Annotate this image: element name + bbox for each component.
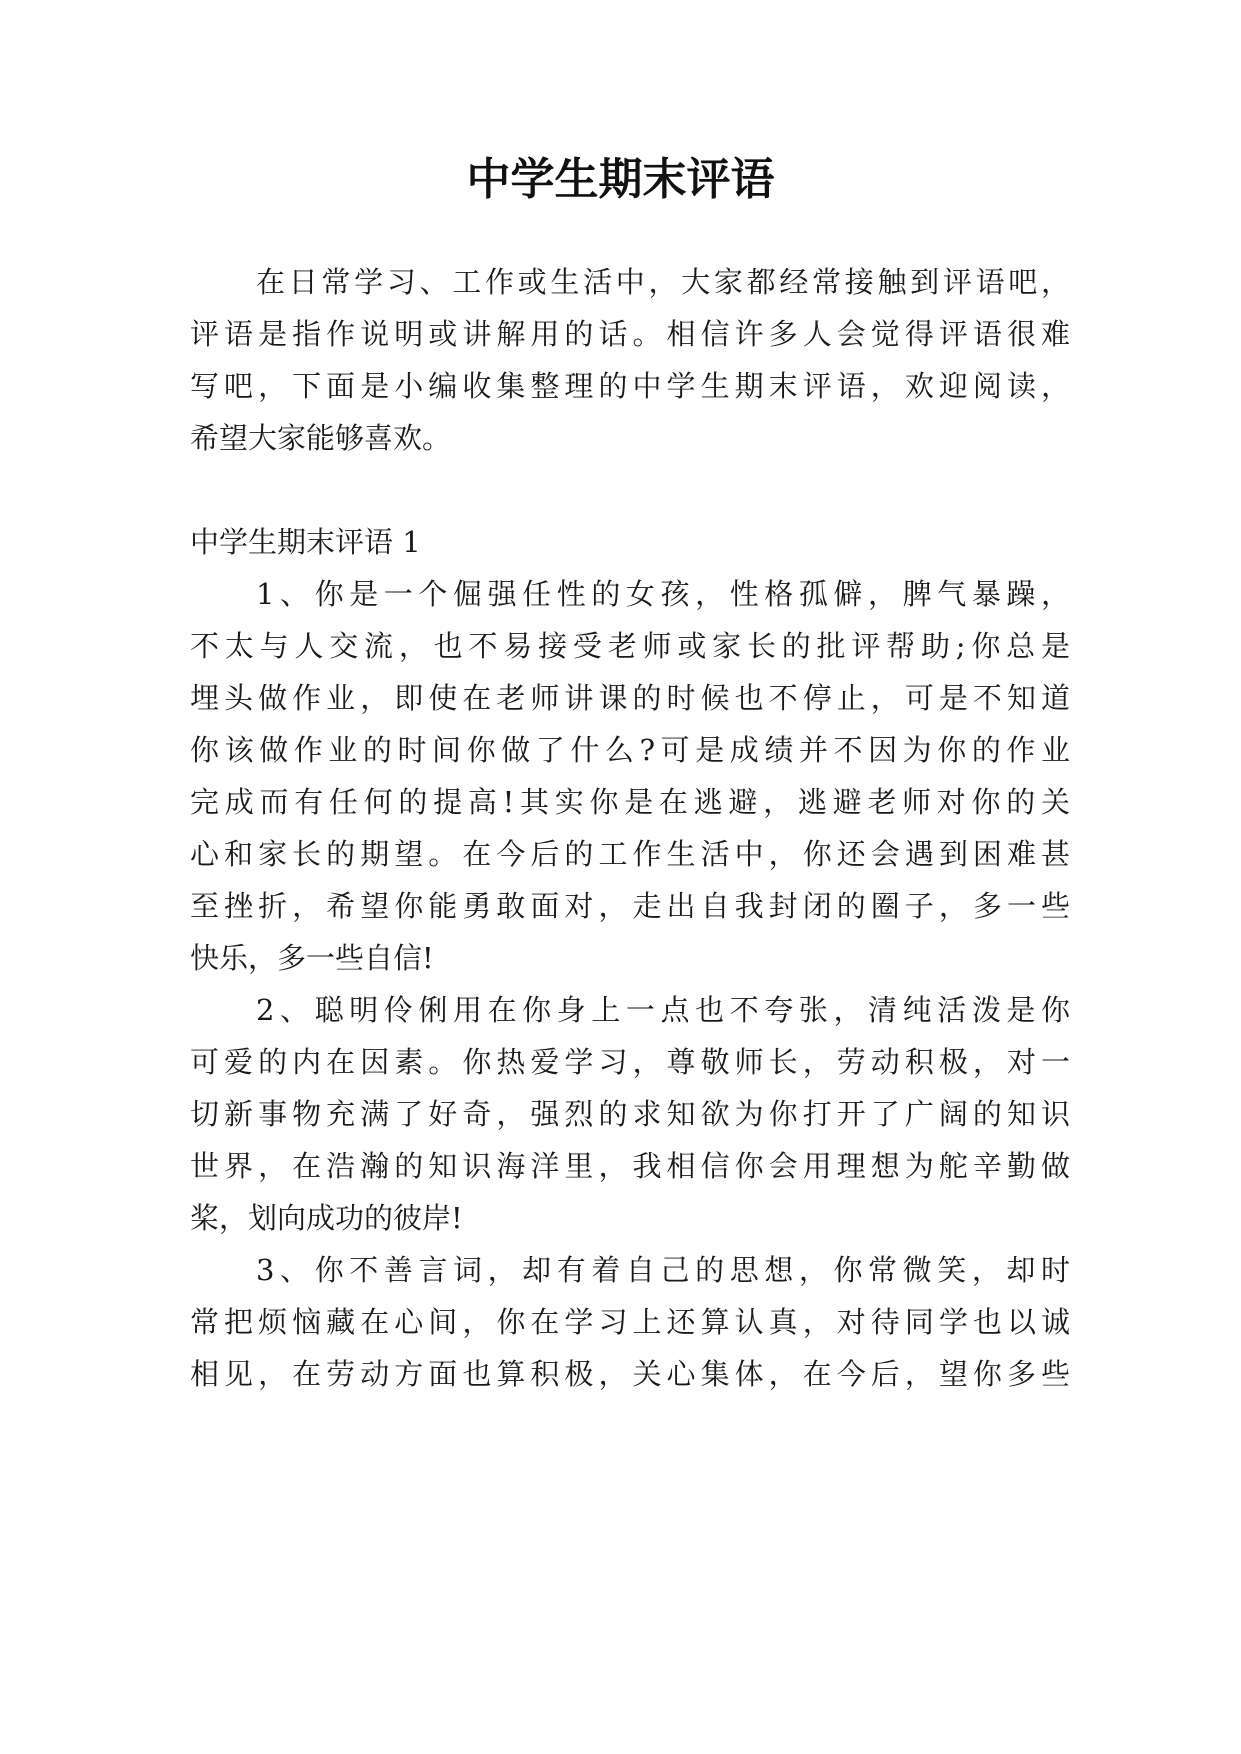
intro-line: 写吧，下面是小编收集整理的中学生期末评语，欢迎阅读， [190,369,1070,403]
item-3-line: 常把烦恼藏在心间，你在学习上还算认真，对待同学也以诚 [190,1305,1070,1339]
document-title: 中学生期末评语 [466,154,775,205]
item-1-line: 至挫折，希望你能勇敢面对，走出自我封闭的圈子，多一些 [190,889,1070,923]
item-2-line: 世界，在浩瀚的知识海洋里，我相信你会用理想为舵辛勤做 [190,1149,1070,1183]
item-2-line: 桨，划向成功的彼岸! [190,1201,463,1235]
item-2-line: 2、聪明伶俐用在你身上一点也不夸张，清纯活泼是你 [256,993,1070,1027]
item-2-line: 可爱的内在因素。你热爱学习，尊敬师长，劳动积极，对一 [190,1045,1070,1079]
intro-line: 希望大家能够喜欢。 [190,421,452,455]
item-1-line: 1、你是一个倔强任性的女孩，性格孤僻，脾气暴躁， [256,577,1070,611]
item-1-line: 心和家长的期望。在今后的工作生活中，你还会遇到困难甚 [190,837,1070,871]
item-1-line: 埋头做作业，即使在老师讲课的时候也不停止，可是不知道 [190,681,1070,715]
section-heading: 中学生期末评语 1 [190,525,421,559]
item-2-line: 切新事物充满了好奇，强烈的求知欲为你打开了广阔的知识 [190,1097,1070,1131]
item-3-line: 相见，在劳动方面也算积极，关心集体，在今后，望你多些 [190,1357,1070,1391]
item-1-line: 不太与人交流，也不易接受老师或家长的批评帮助;你总是 [190,629,1070,663]
item-1-line: 你该做作业的时间你做了什么?可是成绩并不因为你的作业 [190,733,1070,767]
item-1-line: 快乐，多一些自信! [190,941,434,975]
intro-line: 评语是指作说明或讲解用的话。相信许多人会觉得评语很难 [190,317,1070,351]
intro-line: 在日常学习、工作或生活中，大家都经常接触到评语吧， [256,265,1070,299]
item-1-line: 完成而有任何的提高!其实你是在逃避，逃避老师对你的关 [190,785,1070,819]
item-3-line: 3、你不善言词，却有着自己的思想，你常微笑，却时 [256,1253,1070,1287]
